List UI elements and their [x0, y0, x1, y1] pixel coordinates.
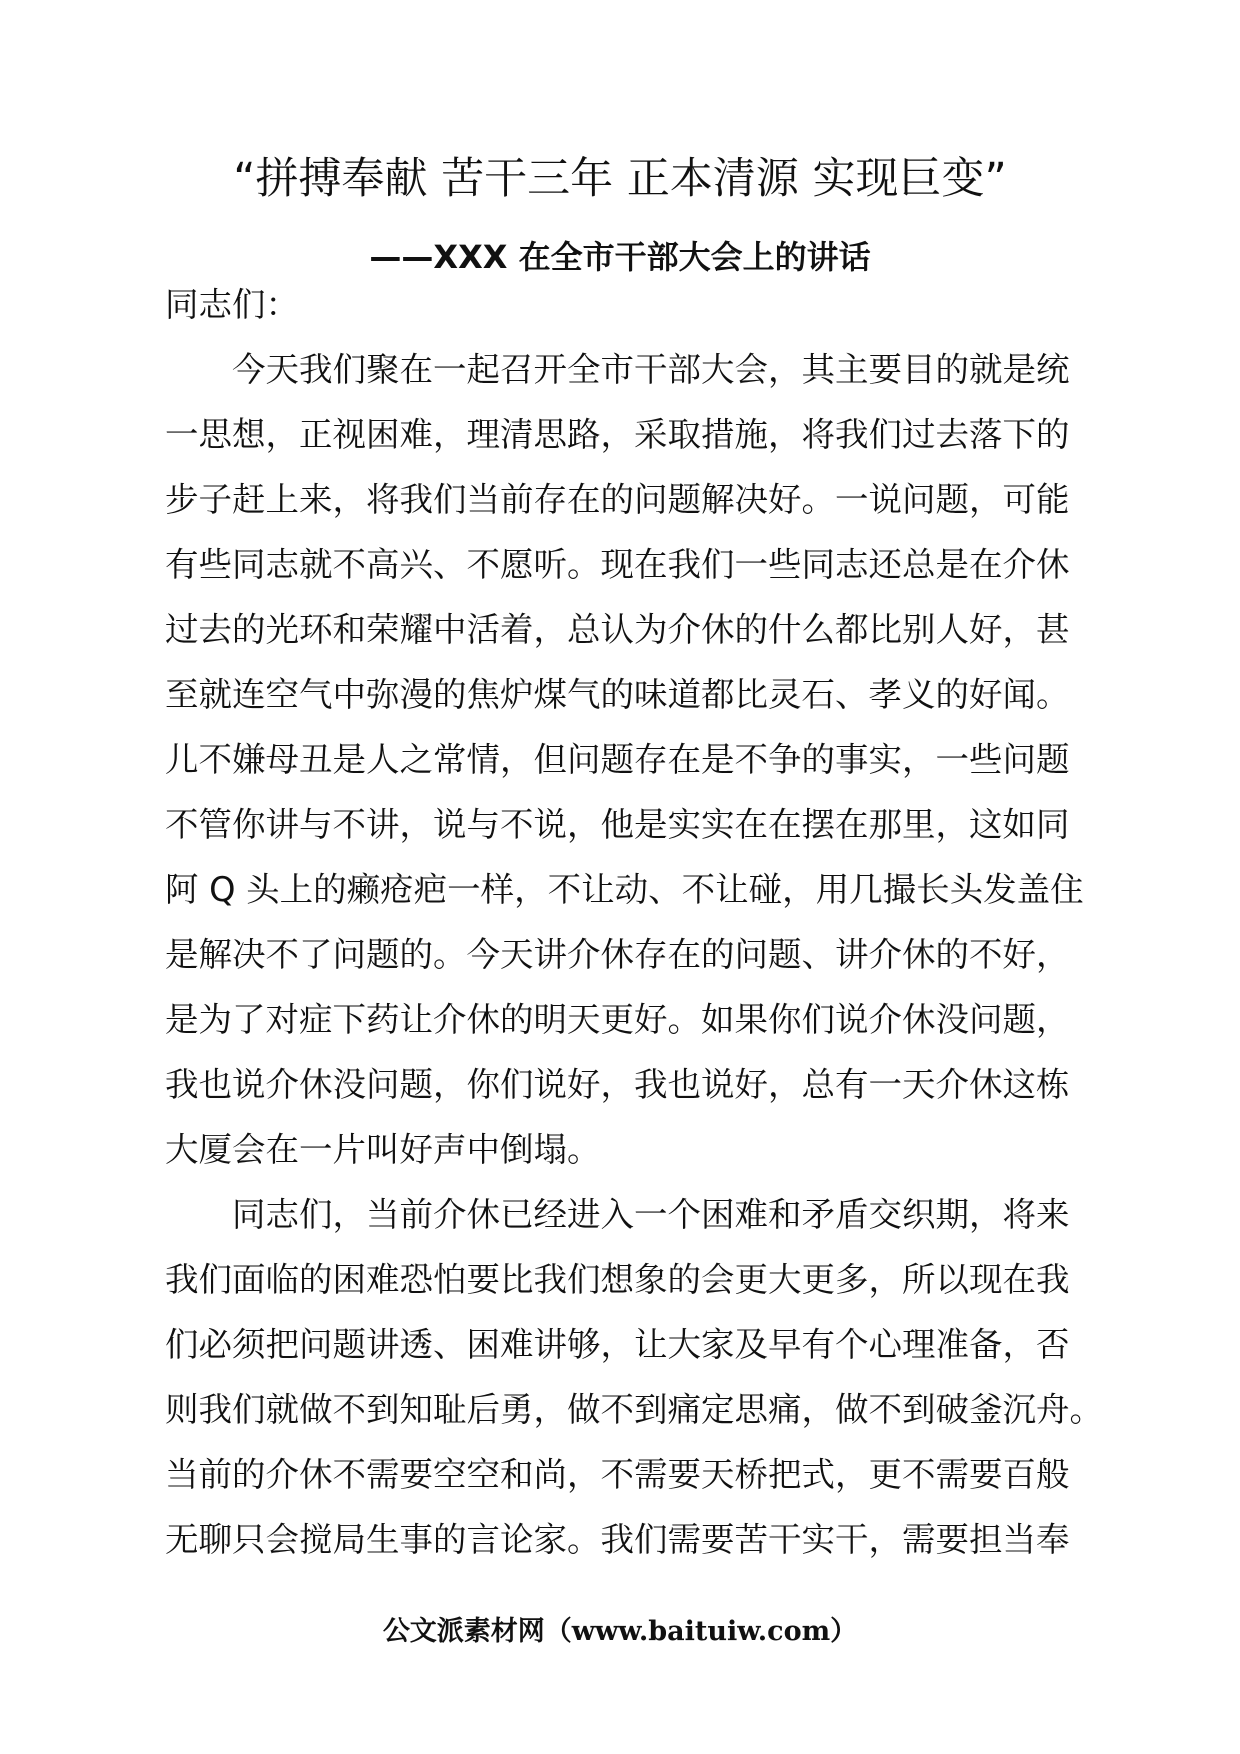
- body-line: 我也说介休没问题，你们说好，我也说好，总有一天介休这栋: [165, 1065, 1070, 1104]
- body-line: 们必须把问题讲透、困难讲够，让大家及早有个心理准备，否: [165, 1325, 1070, 1364]
- document-subtitle: ——XXX 在全市干部大会上的讲话: [369, 238, 871, 276]
- body-line: 无聊只会搅局生事的言论家。我们需要苦干实干，需要担当奉: [165, 1520, 1070, 1559]
- body-line: 是为了对症下药让介休的明天更好。如果你们说介休没问题，: [165, 1000, 1070, 1039]
- body-line: 儿不嫌母丑是人之常情，但问题存在是不争的事实，一些问题: [165, 740, 1070, 779]
- body-line: 过去的光环和荣耀中活着，总认为介休的什么都比别人好，甚: [165, 610, 1070, 649]
- footer-watermark: 公文派素材网（www.baituiw.com）: [382, 1616, 858, 1647]
- document-title: “拼搏奉献 苦干三年 正本清源 实现巨变”: [233, 154, 1007, 204]
- body-line: 今天我们聚在一起召开全市干部大会，其主要目的就是统: [165, 350, 1070, 389]
- body-line: 是解决不了问题的。今天讲介休存在的问题、讲介休的不好，: [165, 935, 1070, 974]
- body-line: 一思想，正视困难，理清思路，采取措施，将我们过去落下的: [165, 415, 1070, 454]
- body-line: 当前的介休不需要空空和尚，不需要天桥把式，更不需要百般: [165, 1455, 1070, 1494]
- body-line: 不管你讲与不讲，说与不说，他是实实在在摆在那里，这如同: [165, 805, 1070, 844]
- body-line: 有些同志就不高兴、不愿听。现在我们一些同志还总是在介休: [165, 545, 1070, 584]
- body-line: 则我们就做不到知耻后勇，做不到痛定思痛，做不到破釜沉舟。: [165, 1390, 1103, 1429]
- body-line: 至就连空气中弥漫的焦炉煤气的味道都比灵石、孝义的好闻。: [165, 675, 1070, 714]
- body-line: 同志们，当前介休已经进入一个困难和矛盾交织期，将来: [165, 1195, 1070, 1234]
- speech-body: [165, 272, 1103, 1572]
- body-line: 我们面临的困难恐怕要比我们想象的会更大更多，所以现在我: [165, 1260, 1070, 1299]
- body-line: 大厦会在一片叫好声中倒塌。: [165, 1130, 601, 1169]
- salutation: 同志们：: [165, 285, 299, 324]
- body-line: 阿 Q 头上的癞疮疤一样，不让动、不让碰，用几撮长头发盖住: [165, 870, 1084, 909]
- body-line: 步子赶上来，将我们当前存在的问题解决好。一说问题，可能: [165, 480, 1070, 519]
